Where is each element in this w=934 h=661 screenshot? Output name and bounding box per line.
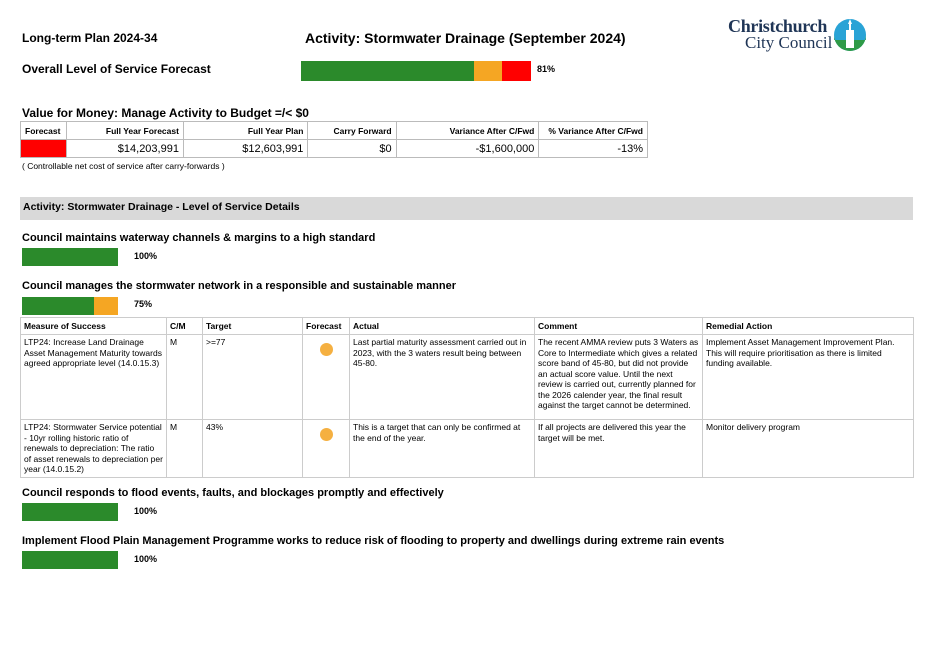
- details-section-header: [20, 197, 913, 220]
- actual-cell: Last partial maturity assessment carried out in 2023, with the 3 waters result being between 45-80.: [350, 335, 535, 420]
- los-title: Council manages the stormwater network in a responsible and sustainable manner: [22, 280, 457, 292]
- comment-cell: The recent AMMA review puts 3 Waters as Core to Intermediate which gives a related score band of 45-80, but did not provide an actual score value. Until the next review is carried out, currently planned for the 2026 calender year, the final result against the target cannot be determined.: [535, 335, 703, 420]
- overall-los-bar: [301, 61, 531, 81]
- bar-segment: [94, 297, 118, 315]
- measures-header-cell: Forecast: [303, 318, 350, 335]
- measures-header-cell: C/M: [167, 318, 203, 335]
- target-cell: >=77: [203, 335, 303, 420]
- forecast-status-dot-icon: [320, 343, 333, 356]
- los-bar: [22, 551, 118, 569]
- budget-header-row: [21, 122, 648, 140]
- los-percent: 75%: [134, 299, 153, 309]
- measure-cell: LTP24: Stormwater Service potential - 10yr rolling historic ratio of renewals to depreciation: The ratio of asset renewals to depreciation per year (14.0.15.2): [21, 420, 167, 478]
- measure-cell: LTP24: Increase Land Drainage Asset Management Maturity towards agreed appropriate level (14.0.15.3): [21, 335, 167, 420]
- measures-header-cell: Actual: [350, 318, 535, 335]
- bar-segment: [22, 297, 94, 315]
- measures-header-cell: Target: [203, 318, 303, 335]
- budget-header-cell: Variance After C/Fwd: [396, 122, 539, 140]
- los-bar: [22, 503, 118, 521]
- bar-segment: [22, 551, 118, 569]
- budget-header-cell: Full Year Plan: [183, 122, 307, 140]
- los-percent: 100%: [134, 506, 158, 516]
- full-year-forecast-value: $14,203,991: [66, 140, 183, 158]
- los-title: Council maintains waterway channels & margins to a high standard: [22, 232, 376, 244]
- budget-note: ( Controllable net cost of service after carry-forwards ): [22, 161, 225, 171]
- overall-los-percent: 81%: [537, 64, 556, 74]
- measures-header-cell: Remedial Action: [703, 318, 914, 335]
- los-percent: 100%: [134, 554, 158, 564]
- comment-cell: If all projects are delivered this year the target will be met.: [535, 420, 703, 478]
- variance-percent-value: -13%: [539, 140, 648, 158]
- bar-segment: [22, 248, 118, 266]
- council-logo: [728, 18, 873, 58]
- bar-segment: [22, 503, 118, 521]
- cathedral-emblem-icon: [832, 18, 868, 54]
- los-bar: [22, 297, 118, 315]
- table-row: [21, 420, 914, 478]
- target-cell: 43%: [203, 420, 303, 478]
- details-section-title: Activity: Stormwater Drainage - Level of Service Details: [23, 201, 300, 213]
- budget-header-cell: Full Year Forecast: [66, 122, 183, 140]
- budget-header-cell: Carry Forward: [308, 122, 396, 140]
- full-year-plan-value: $12,603,991: [183, 140, 307, 158]
- plan-title: Long-term Plan 2024-34: [22, 31, 158, 45]
- budget-header-cell: % Variance After C/Fwd: [539, 122, 648, 140]
- los-bar: [22, 248, 118, 266]
- remedial-cell: Implement Asset Management Improvement Plan. This will require prioritisation as there is limited funding available.: [703, 335, 914, 420]
- table-row: [21, 335, 914, 420]
- bar-segment: [474, 61, 503, 81]
- remedial-cell: Monitor delivery program: [703, 420, 914, 478]
- budget-header-cell: Forecast: [21, 122, 67, 140]
- logo-line-1: Christchurch: [728, 16, 828, 36]
- actual-cell: This is a target that can only be confirmed at the end of the year.: [350, 420, 535, 478]
- budget-row: [21, 140, 648, 158]
- cm-cell: M: [167, 420, 203, 478]
- bar-segment: [301, 61, 474, 81]
- bar-segment: [502, 61, 531, 81]
- variance-value: -$1,600,000: [396, 140, 539, 158]
- cm-cell: M: [167, 335, 203, 420]
- los-percent: 100%: [134, 251, 158, 261]
- carry-forward-value: $0: [308, 140, 396, 158]
- budget-forecast-indicator: [21, 140, 67, 158]
- forecast-status-dot-icon: [320, 428, 333, 441]
- los-title: Council responds to flood events, faults, and blockages promptly and effectively: [22, 487, 444, 499]
- budget-table: [20, 121, 648, 158]
- measures-header-cell: Measure of Success: [21, 318, 167, 335]
- activity-title: Activity: Stormwater Drainage (September 2024): [305, 30, 626, 46]
- measures-header-row: [21, 318, 914, 335]
- forecast-cell: [303, 335, 350, 420]
- los-title: Implement Flood Plain Management Programme works to reduce risk of flooding to property and dwellings during extreme rain events: [22, 535, 725, 547]
- measures-header-cell: Comment: [535, 318, 703, 335]
- measures-table: [20, 317, 914, 478]
- overall-los-label: Overall Level of Service Forecast: [22, 62, 211, 76]
- forecast-cell: [303, 420, 350, 478]
- value-for-money-title: Value for Money: Manage Activity to Budget =/< $0: [22, 106, 309, 120]
- logo-line-2: City Council: [745, 33, 833, 52]
